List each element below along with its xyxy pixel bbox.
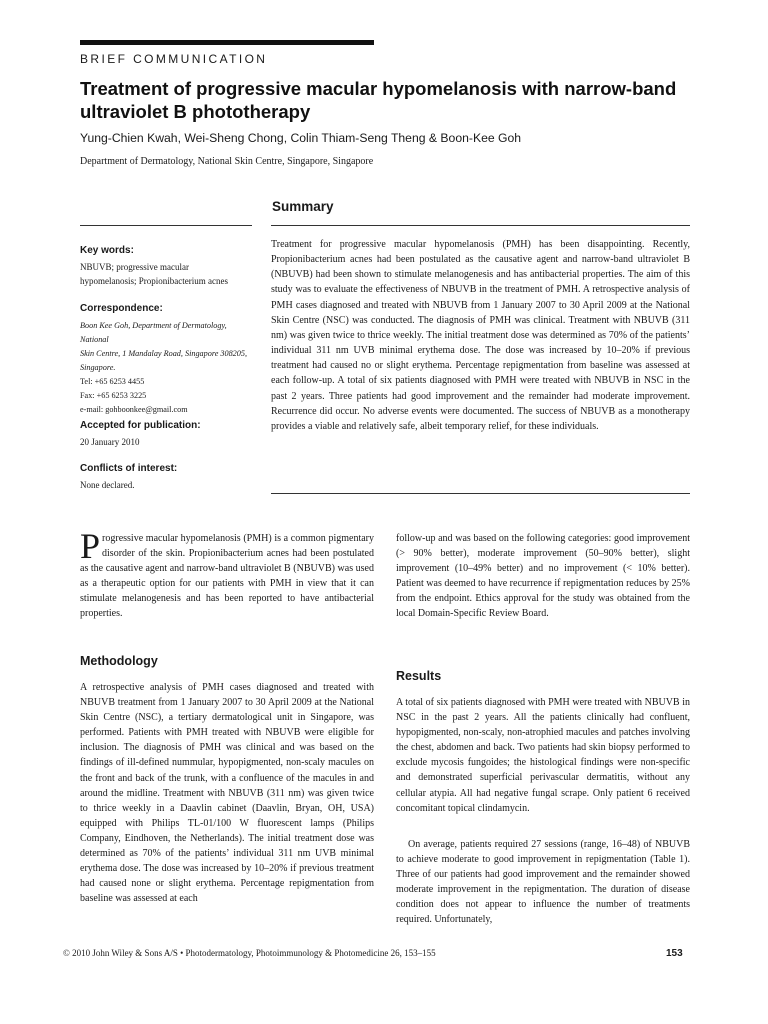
keywords — [80, 260, 252, 288]
corr-line: Boon Kee Goh, Department of Dermatology, National — [80, 321, 227, 344]
page-number: 153 — [666, 948, 683, 959]
drop-cap: P — [80, 526, 101, 566]
abstract-text: Treatment for progressive macular hypomelanosis (PMH) has been disappointing. Recently, Propionibacterium acnes had been postulated as the causative agent and narrow-band ultraviolet B (NBUVB) had been shown to stimulate melanogenesis and has antibacterial properties. The aim of this study was to evaluate the effectiveness of NBUVB in the treatment of PMH. A retrospective analysis of PMH cases diagnosed and treated with NBUVB from 1 January 2007 to 30 April 2009 at the National Skin Centre (NSC) was conducted. The diagnosis of PMH was clinical. Treatment with NBUVB (311 nm) was given twice to thrice weekly. The initial treatment dose was determined as 70% of the patients’ individual 311 nm UVB minimal erythema dose. The dose was increased by 10–20% if previous treatment had caused no or slight erythema. Percentage repigmentation from baseline was assessed at each follow-up. A total of six patients diagnosed with PMH were treated with NBUVB in NSC in the past 2 years. Three patients had good improvement and the remainder had moderate improvement. Recurrence did occur. No adverse events were documented. The success of NBUVB as a monotherapy provides a viable and relatively safe, albeit temporary relief, for these individuals. — [271, 239, 690, 432]
sidebar-top-rule — [80, 225, 252, 226]
correspondence-block — [80, 302, 252, 417]
intro-text: rogressive macular hypomelanosis (PMH) is a common pigmentary disorder of the skin. Propionibacterium acnes had been postulated as the causative agent and narrow-band ultraviolet B (NBUVB) was used as a therapeutic option for our patients with PMH in view that it can stimulate melanogenesis and has been reported to have antibacterial properties. — [80, 533, 374, 620]
intro-paragraph — [80, 526, 374, 622]
left-column — [80, 526, 374, 622]
results-paragraph-1: A total of six patients diagnosed with PMH were treated with NBUVB in NSC in the past 2 years. All the patients clinically had confluent, hypopigmented, non-scaly, non-atrophied macules and patches involving the chest, abdomen and back. Two patients had skin biopsy performed to exclude mycosis fungoides; the histological findings were non-specific and demonstrated superficial perivascular dermatitis, without any cellular atypia. All had negative fungal scrape. Only patient 6 received concomitant topical clindamycin. — [396, 697, 690, 814]
copyright-footer: © 2010 John Wiley & Sons A/S • Photodermatology, Photoimmunology & Photomedicine 26, 153–155 — [63, 948, 436, 958]
keywords-line: NBUVB; progressive macular — [80, 262, 189, 272]
correspondence-address — [80, 319, 252, 417]
sidebar — [80, 244, 252, 288]
header-rule — [80, 40, 374, 45]
accepted-date: 20 January 2010 — [80, 437, 140, 447]
summary-heading: Summary — [272, 199, 334, 214]
abstract-top-rule — [271, 225, 690, 226]
keywords-line: hypomelanosis; Propionibacterium acnes — [80, 276, 228, 286]
corr-line: Skin Centre, 1 Mandalay Road, Singapore 308205, — [80, 349, 247, 358]
conflicts-heading: Conflicts of interest: — [80, 463, 178, 474]
right-top-text: follow-up and was based on the following categories: good improvement (> 90% better), moderate improvement (50–90% better), slight improvement (10–49% better) and no improvement (< 10% better). Patient was deemed to have recurrence if repigmentation reduces by 25% from the endpoint. Ethics approval for the study was obtained from the local Domain-Specific Review Board. — [396, 533, 690, 620]
affiliation: Department of Dermatology, National Skin Centre, Singapore, Singapore — [80, 156, 374, 167]
results-heading: Results — [396, 669, 442, 683]
accepted-heading: Accepted for publication: — [80, 420, 201, 431]
conflicts-block — [80, 462, 252, 492]
keywords-heading: Key words: — [80, 245, 134, 256]
telephone: Tel: +65 6253 4455 — [80, 377, 145, 386]
section-label: BRIEF COMMUNICATION — [80, 52, 268, 66]
accepted-block — [80, 419, 252, 449]
corr-line: Singapore. — [80, 363, 116, 372]
results-paragraph-2: On average, patients required 27 sessions (range, 16–48) of NBUVB to achieve moderate to good improvement in repigmentation (Table 1). Three of our patients had good improvement and the remainder showed moderate improvement in the repigmentation. The duration of disease condition does not appear to influence the number of treatments required. Unfortunately, — [396, 839, 690, 926]
fax: Fax: +65 6253 3225 — [80, 391, 147, 400]
correspondence-heading: Correspondence: — [80, 303, 163, 314]
methodology-text: A retrospective analysis of PMH cases diagnosed and treated with NBUVB treatment from 1 January 2007 to 30 April 2009 at the National Skin Centre (NSC), a tertiary dermatological unit in Singapore, was performed. Patients with PMH treated with NBUVB were eligible for inclusion. The diagnosis of PMH was clinical and was based on the findings of ill-defined nummular, hypopigmented, non-scaly macules on the front and back of the trunk, with a confluence of the macules in and around the midline. Treatment with NBUVB (311 nm) was given twice to thrice weekly in a Daavlin cabinet (Daavlin, Bryan, OH, USA) equipped with Philips TL-01/100 W fluorescent lamps (Philips Company, Eindhoven, the Netherlands). The initial treatment dose was determined as 70% of the patients’ individual 311 nm UVB minimal erythema dose. The dose was increased by 10–20% if previous treatment had caused none or slight erythema. Percentage repigmentation from baseline was assessed at each — [80, 682, 374, 905]
email: e-mail: gohboonkee@gmail.com — [80, 405, 188, 414]
author-list: Yung-Chien Kwah, Wei-Sheng Chong, Colin Thiam-Seng Theng & Boon-Kee Goh — [80, 131, 522, 145]
methodology-heading: Methodology — [80, 654, 158, 668]
conflicts-text: None declared. — [80, 480, 135, 490]
abstract-bottom-rule — [271, 493, 690, 494]
article-title: Treatment of progressive macular hypomelanosis with narrow-band ultraviolet B phototherapy — [80, 78, 677, 122]
